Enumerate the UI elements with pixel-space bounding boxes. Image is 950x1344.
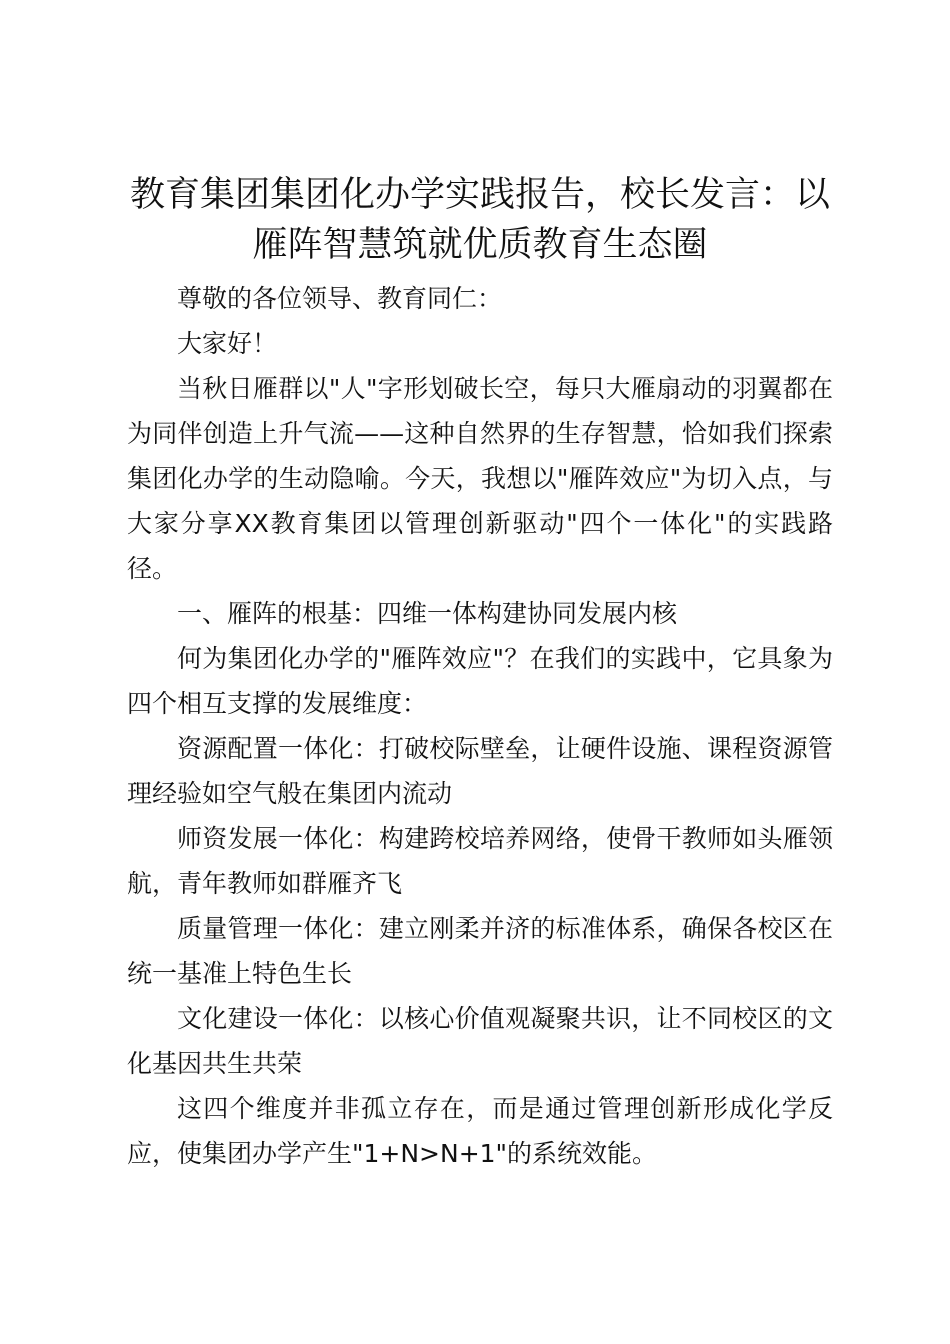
paragraph-culture: 文化建设一体化：以核心价值观凝聚共识，让不同校区的文化基因共生共荣 [127, 1004, 833, 1078]
paragraph-salutation: 尊敬的各位领导、教育同仁： [177, 284, 503, 313]
paragraph-teacher: 师资发展一体化：构建跨校培养网络，使骨干教师如头雁领航，青年教师如群雁齐飞 [127, 824, 833, 898]
paragraph-quality: 质量管理一体化：建立刚柔并济的标准体系，确保各校区在统一基准上特色生长 [127, 914, 833, 988]
paragraph-greeting: 大家好！ [177, 329, 278, 358]
paragraph-resource: 资源配置一体化：打破校际壁垒，让硬件设施、课程资源管理经验如空气般在集团内流动 [127, 734, 833, 808]
paragraph-question: 何为集团化办学的"雁阵效应"？在我们的实践中，它具象为四个相互支撑的发展维度： [127, 644, 833, 718]
paragraph-intro: 当秋日雁群以"人"字形划破长空，每只大雁扇动的羽翼都在为同伴创造上升气流——这种自然界的生存智慧，恰如我们探索集团化办学的生动隐喻。今天，我想以"雁阵效应"为切入点，与大家分享XX教育集团以管理创新驱动"四个一体化"的实践路径。 [127, 374, 833, 583]
document-title: 教育集团集团化办学实践报告，校长发言：以雁阵智慧筑就优质教育生态圈 [129, 175, 830, 265]
section-heading-1: 一、雁阵的根基：四维一体构建协同发展内核 [177, 599, 678, 628]
document-page [127, 170, 833, 1176]
paragraph-summary: 这四个维度并非孤立存在，而是通过管理创新形成化学反应，使集团办学产生"1+N>N+1"的系统效能。 [127, 1094, 833, 1168]
